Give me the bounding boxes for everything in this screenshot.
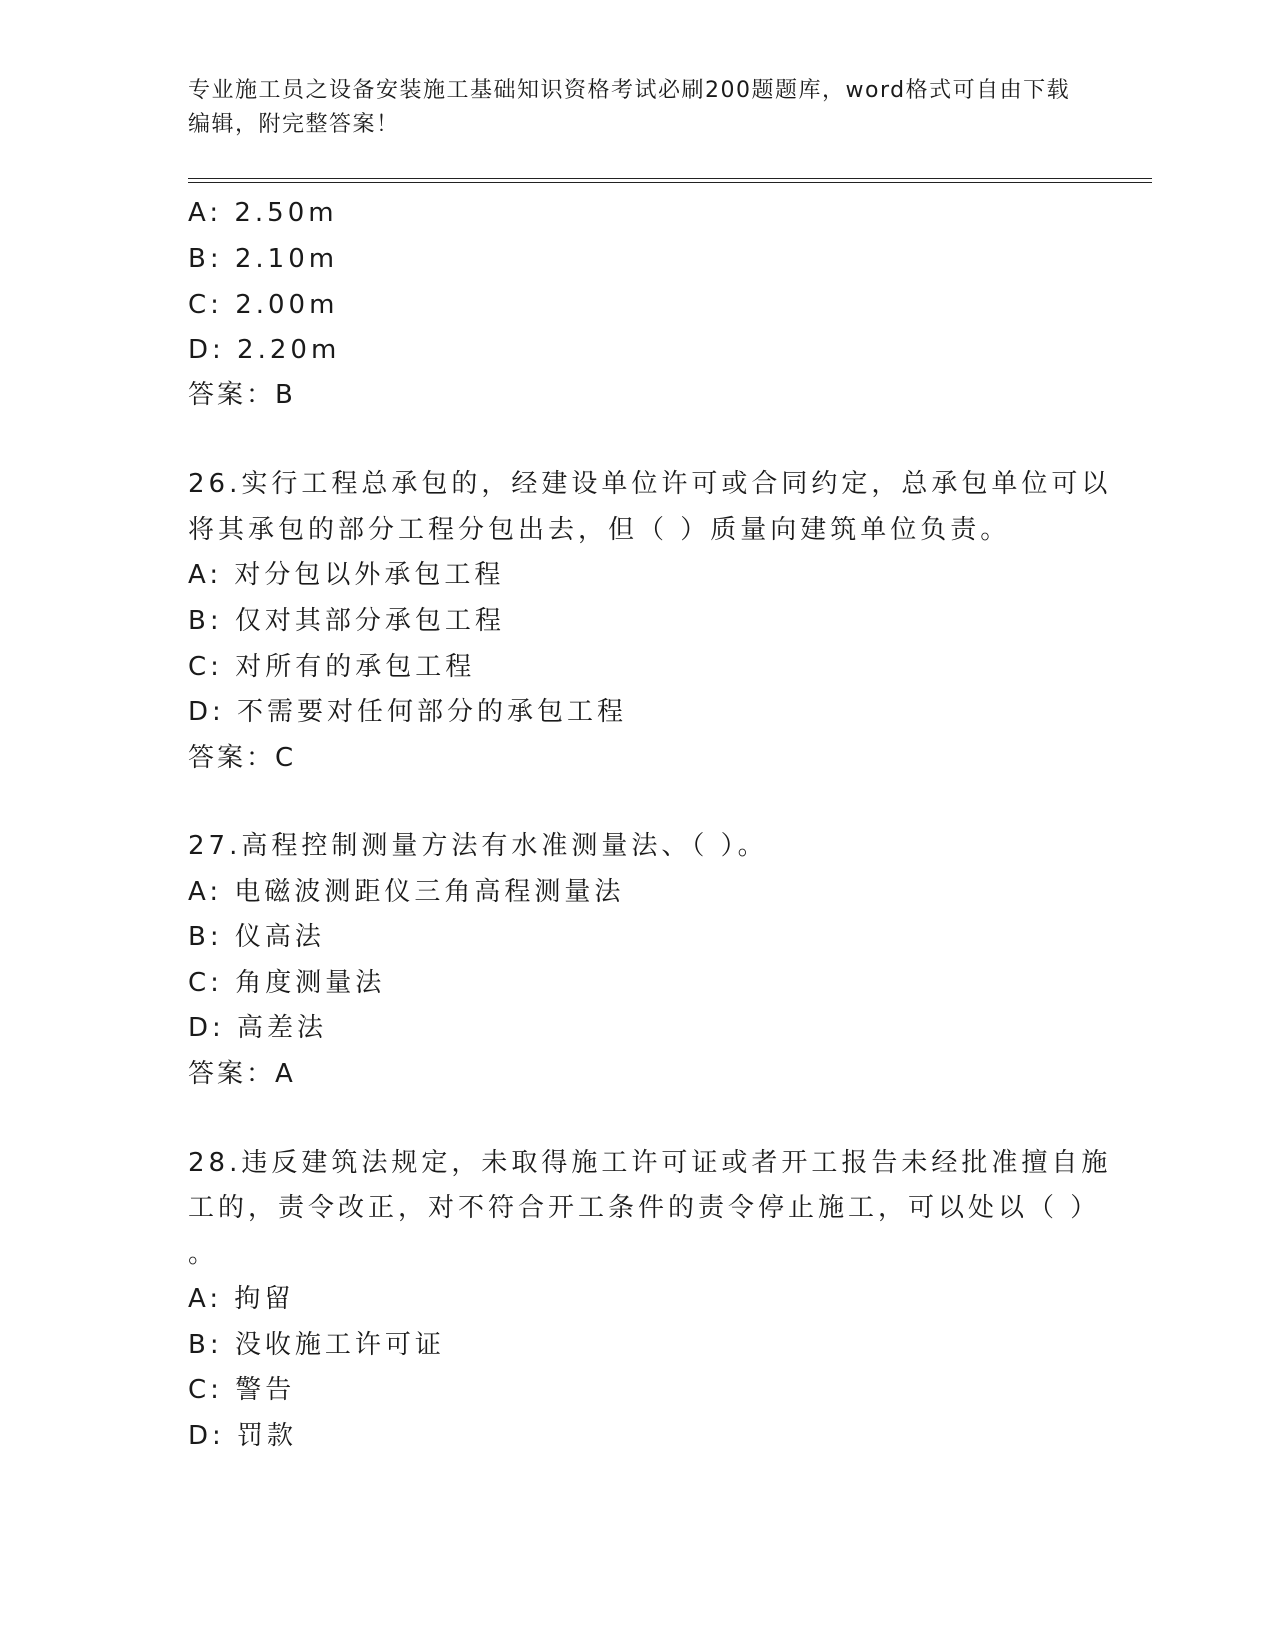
option-letter: B: [188, 1330, 223, 1360]
option-letter: A: [188, 198, 223, 228]
q28-stem-line-2: 工的，责令改正，对不符合开工条件的责令停止施工，可以处以（ ） [188, 1193, 1101, 1223]
option-letter: D: [188, 1421, 225, 1451]
option-text: 2.20m [237, 335, 341, 365]
q27-option-c [188, 966, 385, 1000]
q28-stem-line-3: 。 [188, 1239, 219, 1269]
q28-option-b [188, 1328, 445, 1362]
option-text: 2.10m [234, 244, 339, 274]
option-text: 警告 [235, 1375, 296, 1405]
prev-option-c [188, 288, 338, 322]
prev-answer: 答案：B [188, 380, 296, 410]
option-letter: C: [188, 652, 223, 682]
option-text: 角度测量法 [235, 968, 386, 998]
document-header: 专业施工员之设备安装施工基础知识资格考试必刷200题题库，word格式可自由下载编辑，附完整答案！ [188, 78, 1071, 137]
q27-option-b [188, 920, 325, 954]
prev-option-d [188, 333, 340, 367]
option-text: 高差法 [237, 1013, 328, 1043]
option-text: 拘留 [234, 1284, 295, 1314]
option-text: 2.00m [235, 290, 339, 320]
q26-stem-line-1: 26.实行工程总承包的，经建设单位许可或合同约定，总承包单位可以 [188, 469, 1112, 499]
option-letter: C: [188, 290, 223, 320]
q26-option-a [188, 558, 504, 592]
option-letter: B: [188, 244, 223, 274]
q26-answer: 答案：C [188, 743, 297, 773]
q27-option-d [188, 1011, 327, 1045]
option-text: 2.50m [234, 198, 338, 228]
option-text: 对所有的承包工程 [235, 652, 476, 682]
q28-option-a [188, 1282, 294, 1316]
option-text: 没收施工许可证 [234, 1330, 445, 1360]
header-rule-bottom [188, 182, 1152, 183]
option-text: 不需要对任何部分的承包工程 [237, 697, 628, 727]
option-text: 仅对其部分承包工程 [234, 606, 505, 636]
q28-stem-line-1: 28.违反建筑法规定，未取得施工许可证或者开工报告未经批准擅自施 [188, 1148, 1112, 1178]
option-letter: D: [188, 335, 225, 365]
q28-option-d [188, 1419, 297, 1453]
option-text: 仪高法 [234, 922, 325, 952]
q27-stem-line-1: 27.高程控制测量方法有水准测量法、（ ）。 [188, 831, 768, 861]
header-rule-top [188, 178, 1152, 179]
q27-option-a [188, 875, 624, 909]
q26-option-d [188, 695, 627, 729]
option-letter: A: [188, 560, 223, 590]
q28-option-c [188, 1373, 295, 1407]
option-letter: D: [188, 697, 225, 727]
option-text: 罚款 [237, 1421, 298, 1451]
option-text: 电磁波测距仪三角高程测量法 [234, 877, 625, 907]
option-letter: B: [188, 606, 223, 636]
option-letter: A: [188, 877, 223, 907]
option-letter: A: [188, 1284, 223, 1314]
prev-option-b [188, 242, 338, 276]
option-letter: C: [188, 968, 223, 998]
q26-stem-line-2: 将其承包的部分工程分包出去，但（ ）质量向建筑单位负责。 [188, 515, 1011, 545]
option-text: 对分包以外承包工程 [234, 560, 505, 590]
option-letter: D: [188, 1013, 225, 1043]
q26-option-c [188, 650, 475, 684]
prev-option-a [188, 196, 338, 230]
q27-answer: 答案：A [188, 1059, 296, 1089]
option-letter: B: [188, 922, 223, 952]
q26-option-b [188, 604, 505, 638]
option-letter: C: [188, 1375, 223, 1405]
